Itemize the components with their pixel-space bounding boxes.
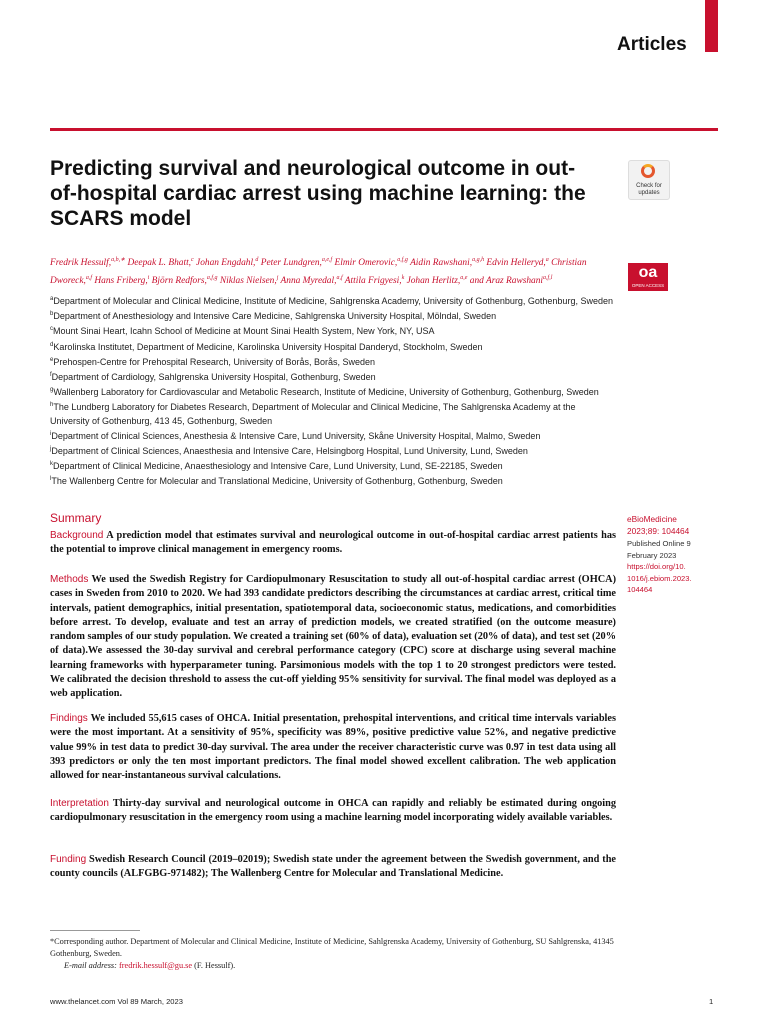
header-rule: [50, 128, 718, 131]
affiliation-item: [50, 293, 616, 308]
affiliation-mark: c: [50, 326, 53, 333]
open-access-logo: oa: [638, 264, 658, 281]
author-affiliation-marks: a,f: [85, 275, 93, 282]
affiliation-mark: a: [50, 296, 54, 302]
interpretation-label: Interpretation: [50, 798, 109, 809]
email-link[interactable]: fredrik.hessulf@gu.se: [119, 961, 193, 970]
affiliation-text: The Wallenberg Centre for Molecular and Translational Medicine, University of Gothenburg, Gothenburg, Sweden: [51, 476, 503, 487]
published-date-line2: February 2023: [627, 550, 677, 560]
open-access-badge: [628, 263, 668, 291]
author-name[interactable]: Hans Friberg,: [94, 276, 148, 287]
affiliation-text: Department of Clinical Medicine, Anaesthesiology and Intensive Care, Lund University, Lund, SE-22185, Sweden: [53, 461, 503, 472]
email-suffix: (F. Hessulf).: [194, 961, 236, 970]
author-name[interactable]: Elmir Omerovic,: [334, 258, 398, 269]
affiliation-item: [50, 323, 616, 338]
doi-link-line1[interactable]: https://doi.org/10.: [627, 562, 686, 571]
affiliation-item: [50, 369, 616, 384]
author-name[interactable]: Björn Redfors,: [151, 276, 207, 287]
affiliation-mark: i: [50, 430, 52, 437]
summary-interpretation: [50, 797, 616, 826]
check-for-updates-label: Check for updates: [636, 183, 662, 196]
affiliation-item: [50, 399, 616, 427]
check-for-updates-icon: [641, 164, 655, 178]
footer-journal-info: www.thelancet.com Vol 89 March, 2023: [50, 997, 183, 1006]
doi-link-line3[interactable]: 104464: [627, 585, 653, 594]
author-affiliation-marks: a,f,l: [543, 275, 553, 282]
author-name[interactable]: Aidin Rawshani,: [410, 258, 473, 269]
footnote-rule: [50, 930, 140, 931]
author-affiliation-marks: k: [401, 275, 405, 282]
affiliation-item: [50, 354, 616, 369]
summary-background: [50, 529, 616, 558]
author-affiliation-marks: a,f: [336, 275, 343, 282]
author-name[interactable]: Deepak L. Bhatt,: [127, 258, 192, 269]
background-text: A prediction model that estimates survival and neurological outcome in out-of-hospital cardiac arrest patients has the potential to improve clinical management in emergency rooms.: [50, 530, 616, 556]
author-name[interactable]: Edvin Helleryd,: [486, 258, 546, 269]
affiliation-item: [50, 458, 616, 473]
affiliation-item: [50, 308, 616, 323]
author-affiliation-marks: a,e: [460, 275, 468, 282]
published-date-line1: Published Online 9: [627, 539, 691, 548]
header-accent-bar: [705, 0, 718, 52]
affiliation-mark: d: [50, 341, 54, 348]
findings-label: Findings: [50, 713, 88, 724]
email-label: E-mail address:: [64, 961, 117, 970]
author-affiliation-marks: a,b,∗: [111, 257, 126, 263]
funding-text: Swedish Research Council (2019–02019); Swedish state under the agreement between the Swedish government, and the county councils (ALFGBG-971482); The Wallenberg Centre for Molecular and Translational Medicine.: [50, 854, 616, 880]
affiliation-mark: j: [50, 446, 52, 453]
affiliation-text: Department of Cardiology, Sahlgrenska University Hospital, Gothenburg, Sweden: [51, 372, 376, 383]
article-title: Predicting survival and neurological outcome in out-of-hospital cardiac arrest using machine learning: the SCARS model: [50, 157, 586, 230]
affiliation-mark: e: [50, 356, 54, 363]
open-access-label: OPEN ACCESS: [631, 283, 665, 288]
section-label: Articles: [617, 34, 687, 55]
affiliation-item: [50, 443, 616, 458]
affiliation-text: Department of Anesthesiology and Intensive Care Medicine, Sahlgrenska University Hospital, Mölndal, Sweden: [53, 311, 497, 322]
affiliations-list: [50, 293, 616, 489]
author-affiliation-marks: a,e,f: [321, 257, 333, 263]
affiliation-item: [50, 384, 616, 399]
author-list: [50, 253, 610, 289]
author-affiliation-marks: a,g,h: [472, 257, 485, 263]
author-affiliation-marks: a: [545, 257, 549, 263]
author-name[interactable]: Christian Dworeck,: [50, 258, 587, 287]
affiliation-item: [50, 428, 616, 443]
check-for-updates-badge[interactable]: [628, 160, 670, 200]
affiliation-mark: h: [50, 402, 54, 409]
author-affiliation-marks: c: [191, 257, 194, 263]
author-affiliation-marks: a,f,g: [397, 257, 408, 263]
corresponding-author-text: *Corresponding author. Department of Molecular and Clinical Medicine, Institute of Medicine, Sahlgrenska Academy, University of Gothenburg, SU Sahlgrenska, 41345 Gothenburg, Sweden.: [50, 937, 614, 958]
author-name[interactable]: Johan Herlitz,: [406, 276, 461, 287]
author-affiliation-marks: a,f,g: [206, 275, 218, 282]
author-name[interactable]: Peter Lundgren,: [260, 258, 322, 269]
affiliation-text: Department of Clinical Sciences, Anesthesia & Intensive Care, Lund University, Skåne University Hospital, Malmo, Sweden: [51, 430, 541, 441]
journal-volume: 2023;89: 104464: [627, 526, 690, 536]
author-name[interactable]: Fredrik Hessulf,: [50, 258, 112, 269]
summary-funding: [50, 853, 616, 882]
affiliation-text: Wallenberg Laboratory for Cardiovascular and Metabolic Research, Institute of Medicine, University of Gothenburg, Gothenburg, Sweden: [53, 387, 599, 398]
author-affiliation-marks: d: [255, 257, 259, 263]
doi-link-line2[interactable]: 1016/j.ebiom.2023.: [627, 573, 692, 583]
author-affiliation-marks: j: [276, 275, 279, 282]
affiliation-mark: l: [50, 476, 52, 483]
affiliation-mark: f: [50, 372, 52, 379]
funding-label: Funding: [50, 854, 87, 865]
author-name[interactable]: and Araz Rawshani: [469, 276, 544, 287]
author-name[interactable]: Anna Myredal,: [280, 276, 337, 287]
author-name[interactable]: Attila Frigyesi,: [344, 276, 402, 287]
affiliation-text: The Lundberg Laboratory for Diabetes Research, Department of Molecular and Clinical Medicine, The Sahlgrenska Academy at the University of Gothenburg, 413 45, Gothenburg, Sweden: [50, 402, 576, 426]
affiliation-mark: k: [50, 461, 53, 468]
affiliation-item: [50, 339, 616, 354]
affiliation-text: Prehospen-Centre for Prehospital Research, University of Borås, Borås, Sweden: [53, 356, 375, 367]
affiliation-item: [50, 473, 616, 488]
page-number: 1: [709, 997, 714, 1006]
affiliation-text: Mount Sinai Heart, Icahn School of Medicine at Mount Sinai Health System, New York, NY, USA: [53, 326, 435, 337]
publication-info: [627, 538, 717, 596]
summary-findings: [50, 712, 616, 783]
summary-methods: [50, 573, 616, 702]
summary-heading: Summary: [50, 511, 102, 525]
author-name[interactable]: Johan Engdahl,: [196, 258, 256, 269]
corresponding-author-footnote: [50, 936, 620, 972]
affiliation-text: Department of Clinical Sciences, Anaesthesia and Intensive Care, Helsingborg Hospital, Lund University, Lund, Sweden: [51, 446, 528, 457]
affiliation-mark: b: [50, 311, 54, 318]
methods-text: We used the Swedish Registry for Cardiopulmonary Resuscitation to study all out-of-hospital cardiac arrest (OHCA) cases in Sweden from 2010 to 2020. We had 393 candidate predictors describing the circumstances at cardiac arrest, critical time intervals, patient demographics, initial presentation, spatiotemporal data, socioeconomic status, medications, and comorbidities before arrest. To develop, evaluate and test an array of prediction models, we created stratified (on the outcome measure) random samples of our study population. We created a training set (60% of data), evaluation set (20% of data), and test set (20% of data).We assessed the 30-day survival and cerebral performance category (CPC) score at discharge using several machine learning frameworks with hyperparameter tuning. Parsimonious models with the top 1 to 20 strongest predictors were tested. We calibrated the decision threshold to assess the cut-off yielding 95% sensitivity for survival. The final model was deployed as a web application.: [50, 574, 616, 700]
author-name[interactable]: Niklas Nielsen,: [219, 276, 277, 287]
background-label: Background: [50, 530, 104, 541]
affiliation-mark: g: [50, 387, 54, 394]
methods-label: Methods: [50, 574, 89, 585]
affiliation-text: Karolinska Institutet, Department of Medicine, Karolinska University Hospital Danderyd, Stockholm, Sweden: [53, 341, 483, 352]
interpretation-text: Thirty-day survival and neurological outcome in OHCA can rapidly and reliably be estimated during ongoing cardiopulmonary resuscitation in the emergency room using a machine learning model incorporating widely available variables.: [50, 798, 616, 824]
journal-name: eBioMedicine: [627, 514, 677, 524]
affiliation-text: Department of Molecular and Clinical Medicine, Institute of Medicine, Sahlgrenska Academy, University of Gothenburg, Gothenburg, Sweden: [53, 296, 613, 306]
journal-citation: [627, 513, 717, 537]
findings-text: We included 55,615 cases of OHCA. Initial presentation, prehospital interventions, and critical time intervals variables were the most important. At a sensitivity of 95%, specificity was 89%, positive predictive value 52%, and negative predictive value 99% in test data to predict 30-day survival. The area under the receiver characteristic curve was 0.97 in test data using all 393 predictors or only the ten most important predictors. The final model showed excellent calibration. The web application allowed for near-instantaneous survival calculations.: [50, 713, 616, 782]
author-affiliation-marks: i: [147, 275, 150, 282]
